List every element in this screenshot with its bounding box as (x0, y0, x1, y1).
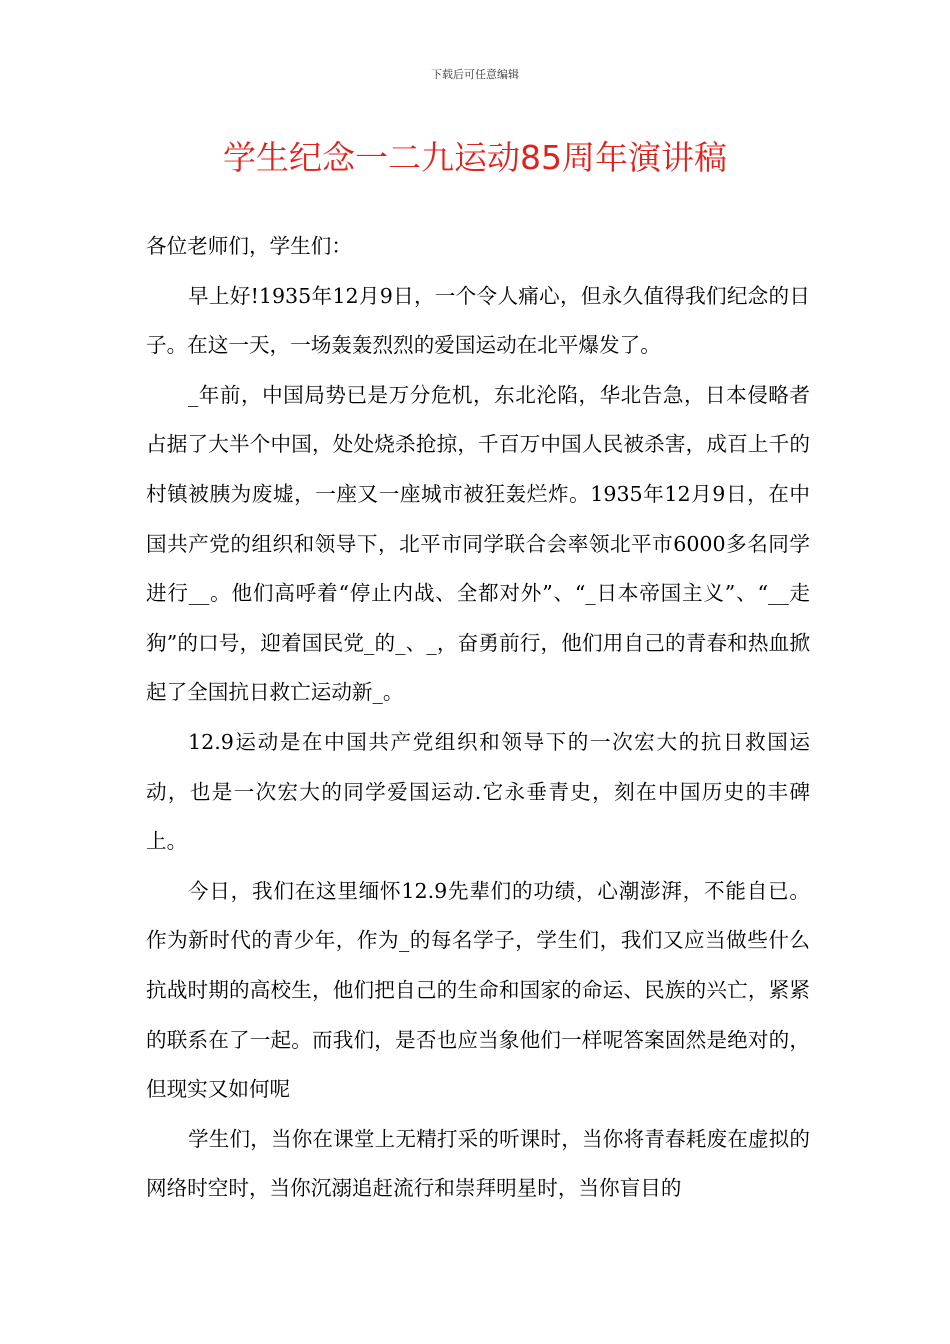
paragraph-2: _年前，中国局势已是万分危机，东北沦陷，华北告急，日本侵略者占据了大半个中国，处处烧杀抢掠，千百万中国人民被杀害，成百上千的村镇被胰为废墟，一座又一座城市被狂轰烂炸。1935年12月9日，在中国共产党的组织和领导下，北平市同学联合会率领北平市6000多名同学进行__。他们高呼着“停止内战、全都对外”、“_日本帝国主义”、“__走狗”的口号，迎着国民党_的_、_，奋勇前行，他们用自己的青春和热血掀起了全国抗日救亡运动新_。 (146, 382, 810, 705)
salutation: 各位老师们，学生们： (146, 234, 352, 258)
document-body (146, 222, 810, 1214)
header-note: 下载后可任意编辑 (431, 68, 519, 81)
paragraph-4: 今日，我们在这里缅怀12.9先辈们的功绩，心潮澎湃，不能自已。作为新时代的青少年，作为_的每名学子，学生们，我们又应当做些什么抗战时期的高校生，他们把自己的生命和国家的命运、民族的兴亡，紧紧的联系在了一起。而我们，是否也应当象他们一样呢答案固然是绝对的，但现实又如何呢 (146, 878, 810, 1102)
document-title: 学生纪念一二九运动85周年演讲稿 (223, 138, 727, 177)
paragraph-3: 12.9运动是在中国共产党组织和领导下的一次宏大的抗日救国运动，也是一次宏大的同学爱国运动.它永垂青史，刻在中国历史的丰碑上。 (146, 729, 810, 854)
paragraph-1: 早上好!1935年12月9日，一个令人痛心，但永久值得我们纪念的日子。在这一天，一场轰轰烈烈的爱国运动在北平爆发了。 (146, 283, 810, 358)
paragraph-5: 学生们，当你在课堂上无精打采的听课时，当你将青春耗废在虚拟的网络时空时，当你沉溺追赶流行和崇拜明星时，当你盲目的 (146, 1126, 810, 1201)
